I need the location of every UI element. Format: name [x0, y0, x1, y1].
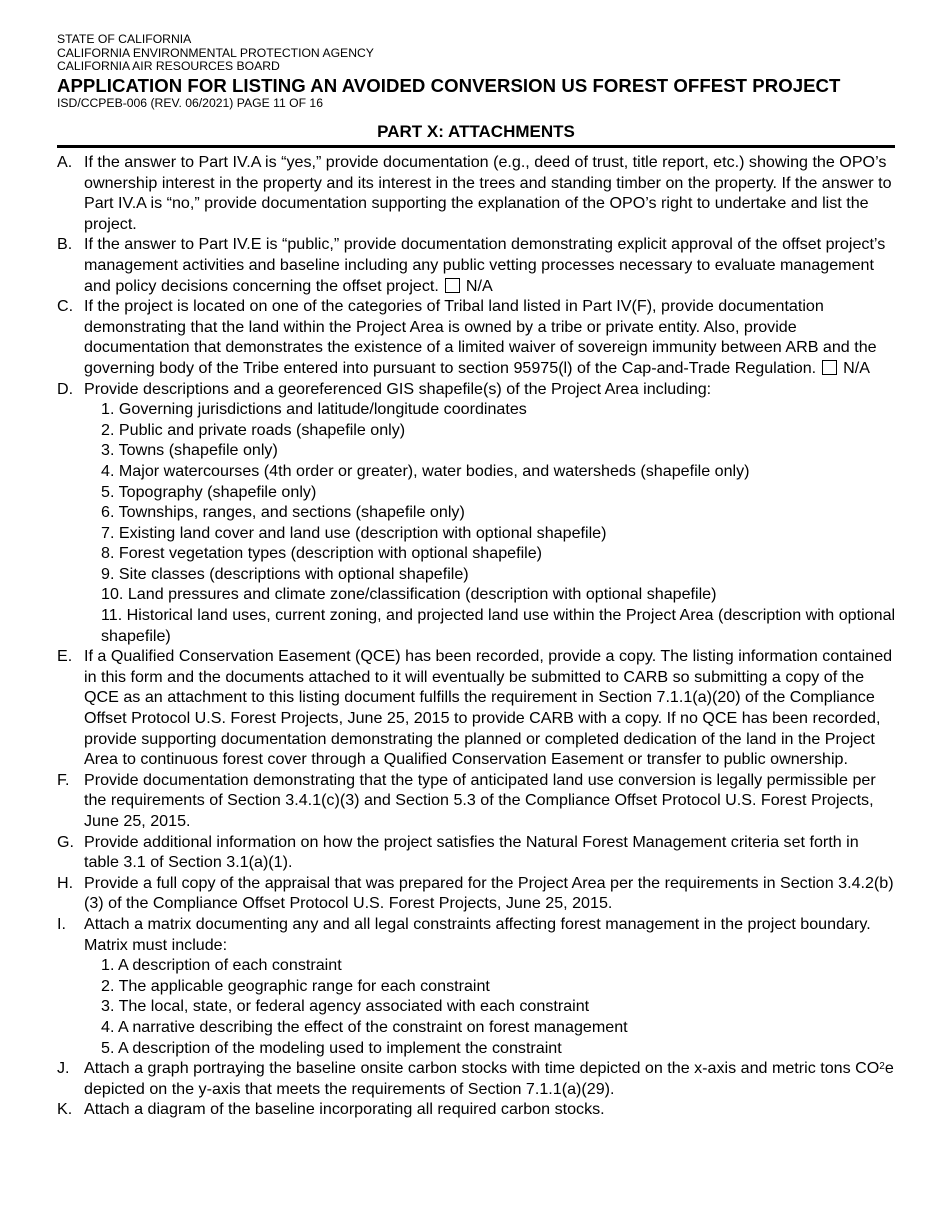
part-title: PART X: ATTACHMENTS — [377, 122, 575, 141]
item-b — [57, 234, 897, 296]
sub-list — [84, 399, 897, 646]
list-item: 5. A description of the modeling used to implement the constraint — [101, 1038, 562, 1057]
item-text: Attach a graph portraying the baseline onsite carbon stocks with time depicted on the x-axis and metric tons CO — [84, 1059, 880, 1078]
form-title: APPLICATION FOR LISTING AN AVOIDED CONVERSION US FOREST OFFEST PROJECT — [57, 74, 841, 96]
item-g — [57, 832, 897, 873]
item-i — [57, 914, 897, 1058]
list-item: 11. Historical land uses, current zoning, and projected land use within the Project Area (description with optional shapefile) — [101, 606, 896, 645]
item-text: Provide additional information on how the project satisfies the Natural Forest Management criteria set forth in table 3.1 of Section 3.1(a)(1). — [84, 832, 859, 872]
item-j — [57, 1058, 897, 1099]
item-text: If the answer to Part IV.A is “yes,” provide documentation (e.g., deed of trust, title report, etc.) showing the OPO’s ownership interest in the property and its interest in the trees and standing timber on the property. If the answer to Part IV.A is “no,” provide documentation supporting the explanation of the OPO’s right to undertake and list the project. — [84, 153, 892, 233]
item-letter: G. — [57, 832, 74, 851]
item-text: If a Qualified Conservation Easement (QCE) has been recorded, provide a copy. The listing information contained in this form and the documents attached to it will eventually be submitted to CARB so submitting a copy of the QCE as an attachment to this listing document fulfills the requirement in Section 7.1.1(a)(20) of the Compliance Offset Protocol U.S. Forest Projects, June 25, 2015 to provide CARB with a copy. If no QCE has been recorded, provide supporting documentation demonstrating the planned or completed dedication of the land in the Project Area to continuous forest cover through a Qualified Conservation Easement or transfer to public ownership. — [84, 647, 893, 769]
item-text: Attach a matrix documenting any and all legal constraints affecting forest management in the project boundary. Matrix must include: — [84, 914, 871, 954]
item-letter: E. — [57, 647, 73, 666]
item-text: Provide descriptions and a georeferenced GIS shapefile(s) of the Project Area including: — [84, 379, 712, 398]
na-checkbox-c[interactable] — [822, 360, 837, 375]
header-state: STATE OF CALIFORNIA — [57, 32, 192, 46]
na-label: N/A — [465, 276, 493, 295]
list-item: 4. A narrative describing the effect of the constraint on forest management — [101, 1017, 628, 1036]
list-item: 5. Topography (shapefile only) — [101, 482, 317, 501]
form-header — [57, 33, 840, 110]
item-letter: A. — [57, 153, 73, 171]
item-text: Provide a full copy of the appraisal that was prepared for the Project Area per the requirements in Section 3.4.2(b)(3) of the Compliance Offset Protocol U.S. Forest Projects, June 25, 2015. — [84, 873, 894, 913]
na-label: N/A — [843, 358, 870, 377]
item-letter: F. — [57, 770, 70, 789]
item-letter: C. — [57, 297, 74, 316]
item-d — [57, 379, 897, 647]
list-item: 6. Townships, ranges, and sections (shapefile only) — [101, 503, 465, 522]
item-k — [57, 1099, 897, 1120]
list-item: 10. Land pressures and climate zone/classification (description with optional shapefile) — [101, 585, 717, 604]
item-letter: J. — [57, 1059, 70, 1078]
list-item: 1. A description of each constraint — [101, 956, 342, 975]
item-a — [57, 152, 897, 234]
list-item: 3. The local, state, or federal agency associated with each constraint — [101, 997, 590, 1016]
form-id-page: ISD/CCPEB-006 (REV. 06/2021) PAGE 11 OF 16 — [57, 95, 323, 110]
list-item: 7. Existing land cover and land use (description with optional shapefile) — [101, 523, 607, 542]
item-f — [57, 770, 897, 832]
subscript-2: 2 — [879, 1061, 885, 1073]
item-h — [57, 873, 897, 914]
item-letter: H. — [57, 873, 74, 892]
item-e — [57, 646, 897, 770]
item-text: Attach a diagram of the baseline incorporating all required carbon stocks. — [84, 1100, 605, 1119]
list-item: 8. Forest vegetation types (description with optional shapefile) — [101, 544, 543, 563]
sub-list — [84, 955, 897, 1058]
list-item: 1. Governing jurisdictions and latitude/longitude coordinates — [101, 400, 527, 419]
header-agency: CALIFORNIA ENVIRONMENTAL PROTECTION AGENCY — [57, 45, 374, 60]
item-letter: D. — [57, 379, 74, 398]
list-item: 3. Towns (shapefile only) — [101, 441, 278, 460]
item-text-cont: e depicted on the y-axis that meets the requirements of Section 7.1.1(a)(29). — [84, 1059, 894, 1098]
list-item: 4. Major watercourses (4th order or greater), water bodies, and watersheds (shapefile only) — [101, 461, 750, 480]
item-letter: B. — [57, 235, 73, 254]
list-item: 9. Site classes (descriptions with optional shapefile) — [101, 564, 469, 583]
list-item: 2. Public and private roads (shapefile only) — [101, 420, 406, 439]
item-text: If the project is located on one of the categories of Tribal land listed in Part IV(F), provide documentation demonstrating that the land within the Project Area is owned by a tribe or private entity. Also, provide documentation that demonstrates the existence of a limited waiver of sovereign immunity between ARB and the governing body of the Tribe entered into pursuant to section 95975(l) of the Cap-and-Trade Regulation. — [84, 297, 877, 377]
list-item: 2. The applicable geographic range for each constraint — [101, 976, 490, 995]
header-board: CALIFORNIA AIR RESOURCES BOARD — [57, 59, 280, 74]
item-text: Provide documentation demonstrating that the type of anticipated land use conversion is legally permissible per the requirements of Section 3.4.1(c)(3) and Section 5.3 of the Compliance Offset Protocol U.S. Forest Projects, June 25, 2015. — [84, 770, 876, 830]
item-letter: K. — [57, 1100, 73, 1119]
na-checkbox-b[interactable] — [445, 278, 460, 293]
item-letter: I. — [57, 914, 66, 933]
item-text: If the answer to Part IV.E is “public,” provide documentation demonstrating explicit approval of the offset project’s management activities and baseline including any public vetting processes necessary to evaluate management and policy decisions concerning the offset project. — [84, 235, 886, 295]
section-divider — [57, 145, 895, 148]
item-c — [57, 296, 897, 378]
attachments-list — [57, 152, 897, 1120]
